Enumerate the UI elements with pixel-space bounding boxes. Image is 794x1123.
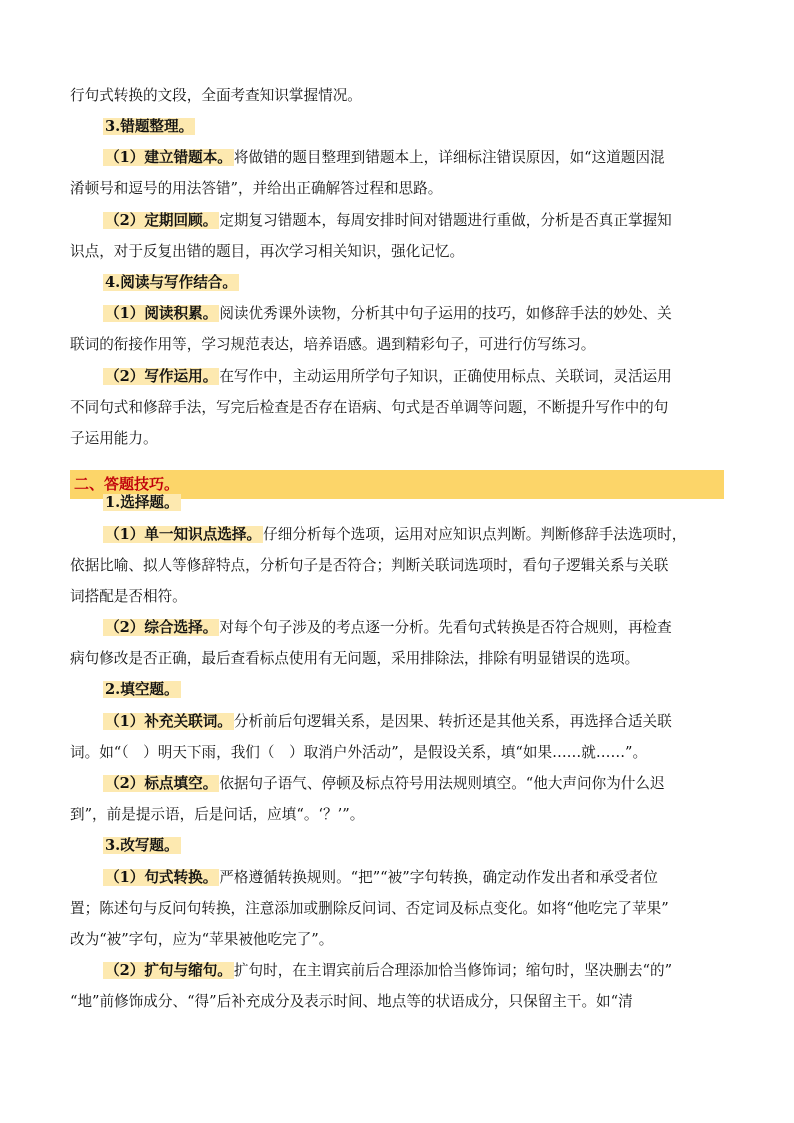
highlighted-heading: （1）句式转换。 xyxy=(105,869,218,886)
text-line xyxy=(0,644,794,674)
text-line xyxy=(0,424,794,454)
text-line xyxy=(0,707,794,737)
highlighted-heading: （2）定期回顾。 xyxy=(105,212,218,229)
text-span: 到”，前是提示语，后是问话，应填“。‘？’”。 xyxy=(70,806,365,823)
text-line xyxy=(0,738,794,768)
text-line xyxy=(0,206,794,236)
text-line xyxy=(0,520,794,550)
text-span: 不同句式和修辞手法，写完后检查是否存在语病、句式是否单调等问题，不断提升写作中的句 xyxy=(70,399,669,416)
text-line xyxy=(0,143,794,173)
text-line xyxy=(0,956,794,986)
text-span: 病句修改是否正确，最后查看标点使用有无问题，采用排除法，排除有明显错误的选项。 xyxy=(70,650,640,667)
text-span: 定期复习错题本，每周安排时间对错题进行重做，分析是否真正掌握知 xyxy=(219,212,672,229)
section-heading: 二、答题技巧。 xyxy=(74,475,180,493)
text-span: 在写作中，主动运用所学句子知识，正确使用标点、关联词，灵活运用 xyxy=(219,368,672,385)
highlighted-heading: （1）补充关联词。 xyxy=(105,713,232,730)
text-span: 严格遵循转换规则。“把”“被”字句转换，确定动作发出者和承受者位 xyxy=(219,869,658,886)
text-span: 依据比喻、拟人等修辞特点，分析句子是否符合；判断关联词选项时，看句子逻辑关系与关联 xyxy=(70,557,669,574)
text-line xyxy=(0,831,794,861)
text-span: 淆顿号和逗号的用法答错”，并给出正确解答过程和思路。 xyxy=(70,180,443,197)
highlighted-heading: 2.填空题。 xyxy=(105,681,179,698)
text-line xyxy=(0,81,794,111)
text-line xyxy=(0,330,794,360)
text-line xyxy=(0,800,794,830)
text-line xyxy=(0,675,794,705)
text-line xyxy=(0,894,794,924)
highlighted-heading: （2）写作运用。 xyxy=(105,368,218,385)
highlighted-heading: （2）综合选择。 xyxy=(105,619,218,636)
text-span: 扩句时，在主谓宾前后合理添加恰当修饰词；缩句时，坚决删去“的” xyxy=(233,962,673,979)
text-line xyxy=(0,925,794,955)
text-span: 阅读优秀课外读物，分析其中句子运用的技巧，如修辞手法的妙处、关 xyxy=(219,305,672,322)
text-line xyxy=(0,362,794,392)
highlighted-heading: （1）阅读积累。 xyxy=(105,305,218,322)
text-line xyxy=(0,613,794,643)
text-span: 改为“被”字句，应为“苹果被他吃完了”。 xyxy=(70,931,334,948)
text-span: 置；陈述句与反问句转换，注意添加或删除反问词、否定词及标点变化。如将“他吃完了苹果” xyxy=(70,900,669,917)
text-line xyxy=(0,488,794,518)
text-line xyxy=(0,174,794,204)
text-line xyxy=(0,863,794,893)
highlighted-heading: （2）标点填空。 xyxy=(105,775,218,792)
text-line xyxy=(0,769,794,799)
text-span: 词。如“（ ）明天下雨，我们（ ）取消户外活动”，是假设关系，填“如果……就……”。 xyxy=(70,744,648,761)
text-line xyxy=(0,299,794,329)
text-line xyxy=(0,112,794,142)
text-span: 仔细分析每个选项，运用对应知识点判断。判断修辞手法选项时， xyxy=(263,526,687,543)
text-span: 对每个句子涉及的考点逐一分析。先看句式转换是否符合规则，再检查 xyxy=(219,619,672,636)
text-line xyxy=(0,393,794,423)
highlighted-heading: 1.选择题。 xyxy=(105,494,179,511)
text-span: 词搭配是否相符。 xyxy=(70,588,187,605)
highlighted-heading: 4.阅读与写作结合。 xyxy=(105,274,237,291)
text-line xyxy=(0,237,794,267)
text-span: “地”前修饰成分、“得”后补充成分及表示时间、地点等的状语成分，只保留主干。如“清 xyxy=(70,993,633,1010)
highlighted-heading: （1）建立错题本。 xyxy=(105,149,232,166)
highlighted-heading: （2）扩句与缩句。 xyxy=(105,962,232,979)
text-span: 联词的衔接作用等，学习规范表达，培养语感。遇到精彩句子，可进行仿写练习。 xyxy=(70,336,596,353)
text-span: 行句式转换的文段，全面考查知识掌握情况。 xyxy=(70,87,362,104)
text-span: 将做错的题目整理到错题本上，详细标注错误原因，如“这道题因混 xyxy=(233,149,665,166)
text-line xyxy=(0,268,794,298)
highlighted-heading: （1）单一知识点选择。 xyxy=(105,526,262,543)
text-span: 分析前后句逻辑关系，是因果、转折还是其他关系，再选择合适关联 xyxy=(233,713,672,730)
text-span: 识点，对于反复出错的题目，再次学习相关知识，强化记忆。 xyxy=(70,243,465,260)
text-line xyxy=(0,551,794,581)
highlighted-heading: 3.错题整理。 xyxy=(105,118,194,135)
highlighted-heading: 3.改写题。 xyxy=(105,837,179,854)
text-span: 子运用能力。 xyxy=(70,430,158,447)
text-line xyxy=(0,582,794,612)
text-span: 依据句子语气、停顿及标点符号用法规则填空。“他大声问你为什么迟 xyxy=(219,775,665,792)
text-line xyxy=(0,987,794,1017)
